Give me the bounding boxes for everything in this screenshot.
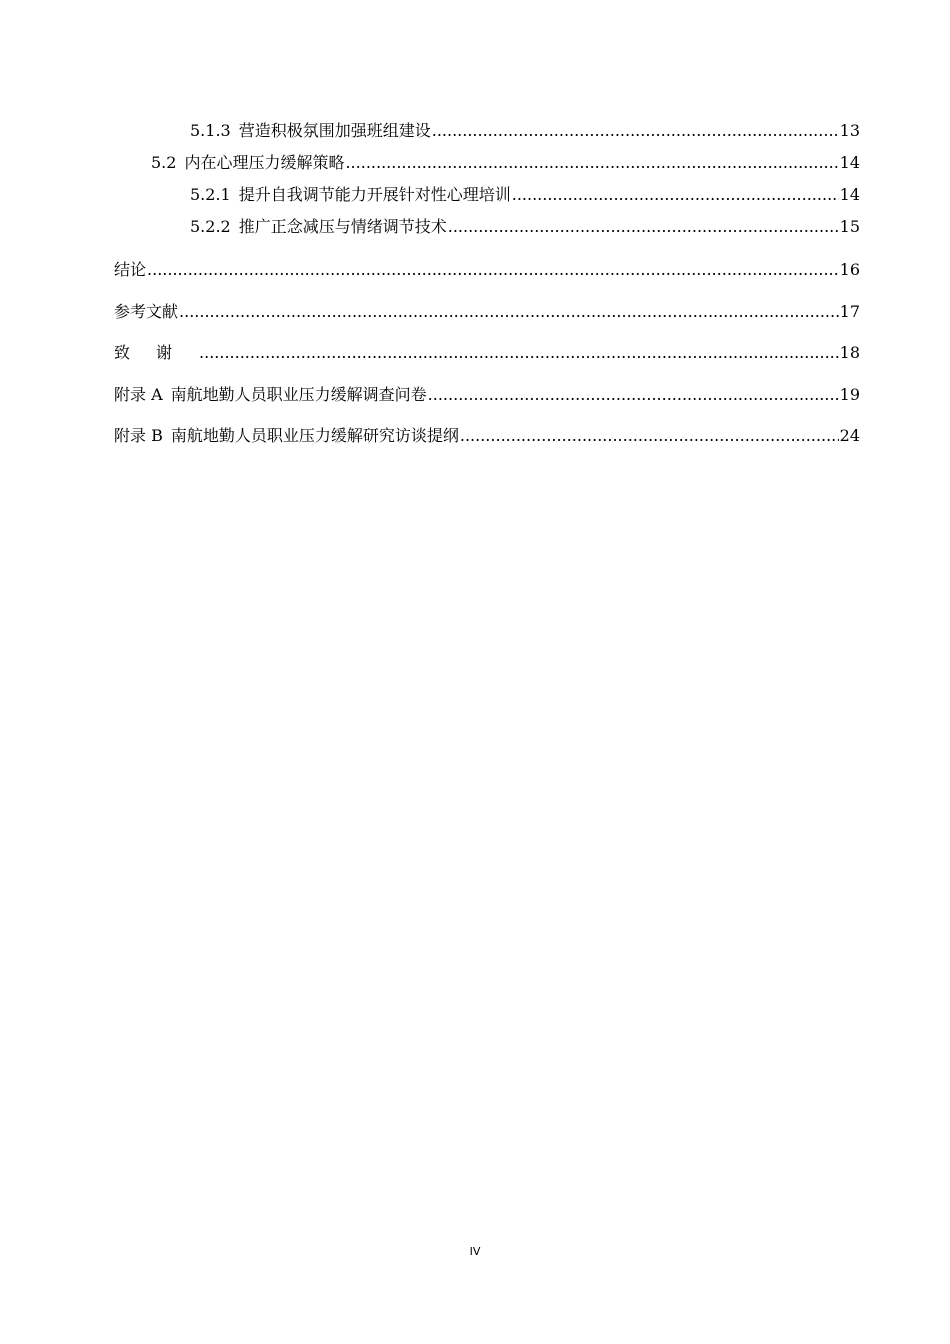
toc-entry-page: 19 bbox=[839, 384, 860, 404]
toc-entry-page: 15 bbox=[839, 217, 860, 236]
toc-dot-leader bbox=[428, 385, 839, 405]
toc-entry-title: 营造积极氛围加强班组建设 bbox=[238, 121, 431, 140]
toc-entry-page: 16 bbox=[839, 260, 860, 279]
toc-entry-page: 24 bbox=[839, 426, 860, 445]
toc-entry-number: 5.2.1 bbox=[190, 185, 231, 204]
toc-entry-5-2-2[interactable] bbox=[114, 217, 860, 249]
toc-entry-references[interactable] bbox=[114, 302, 860, 344]
toc-entry-page: 14 bbox=[839, 185, 860, 204]
toc-entry-number: 5.1.3 bbox=[190, 121, 231, 140]
toc-dot-leader bbox=[179, 302, 839, 322]
toc-entry-title: 南航地勤人员职业压力缓解调查问卷 bbox=[170, 384, 427, 404]
toc-entry-title: 结论 bbox=[114, 260, 147, 279]
toc-entry-page: 18 bbox=[839, 343, 860, 362]
toc-entry-conclusion[interactable] bbox=[114, 260, 860, 302]
toc-entry-number: 附录 B bbox=[114, 426, 163, 445]
toc-entry-page: 14 bbox=[839, 153, 860, 172]
toc-entry-title: 南航地勤人员职业压力缓解研究访谈提纲 bbox=[170, 426, 459, 445]
toc-entry-number: 附录 A bbox=[114, 384, 163, 404]
toc-entry-title: 致谢 bbox=[114, 343, 199, 362]
toc-entry-title: 提升自我调节能力开展针对性心理培训 bbox=[238, 185, 511, 204]
toc-entry-appendix-b[interactable] bbox=[114, 426, 860, 468]
table-of-contents bbox=[114, 121, 860, 468]
toc-dot-leader bbox=[345, 153, 838, 173]
toc-entry-5-2-1[interactable] bbox=[114, 185, 860, 217]
toc-dot-leader bbox=[147, 260, 839, 280]
toc-entry-5-2[interactable] bbox=[114, 153, 860, 185]
toc-entry-number: 5.2.2 bbox=[190, 217, 231, 236]
toc-dot-leader bbox=[460, 426, 839, 446]
toc-dot-leader bbox=[448, 217, 839, 237]
toc-entry-5-1-3[interactable] bbox=[114, 121, 860, 153]
toc-entry-number: 5.2 bbox=[151, 153, 177, 172]
toc-entry-appendix-a[interactable] bbox=[114, 385, 860, 427]
toc-entry-title: 内在心理压力缓解策略 bbox=[184, 153, 345, 172]
toc-dot-leader bbox=[432, 121, 839, 141]
toc-entry-acknowledgements[interactable] bbox=[114, 343, 860, 385]
toc-dot-leader bbox=[199, 343, 839, 363]
toc-entry-title: 参考文献 bbox=[114, 301, 179, 321]
toc-entry-page: 17 bbox=[839, 301, 860, 321]
toc-entry-title: 推广正念减压与情绪调节技术 bbox=[238, 217, 447, 236]
page-number: IV bbox=[469, 1245, 481, 1258]
toc-dot-leader bbox=[512, 185, 839, 205]
toc-entry-page: 13 bbox=[839, 121, 860, 140]
